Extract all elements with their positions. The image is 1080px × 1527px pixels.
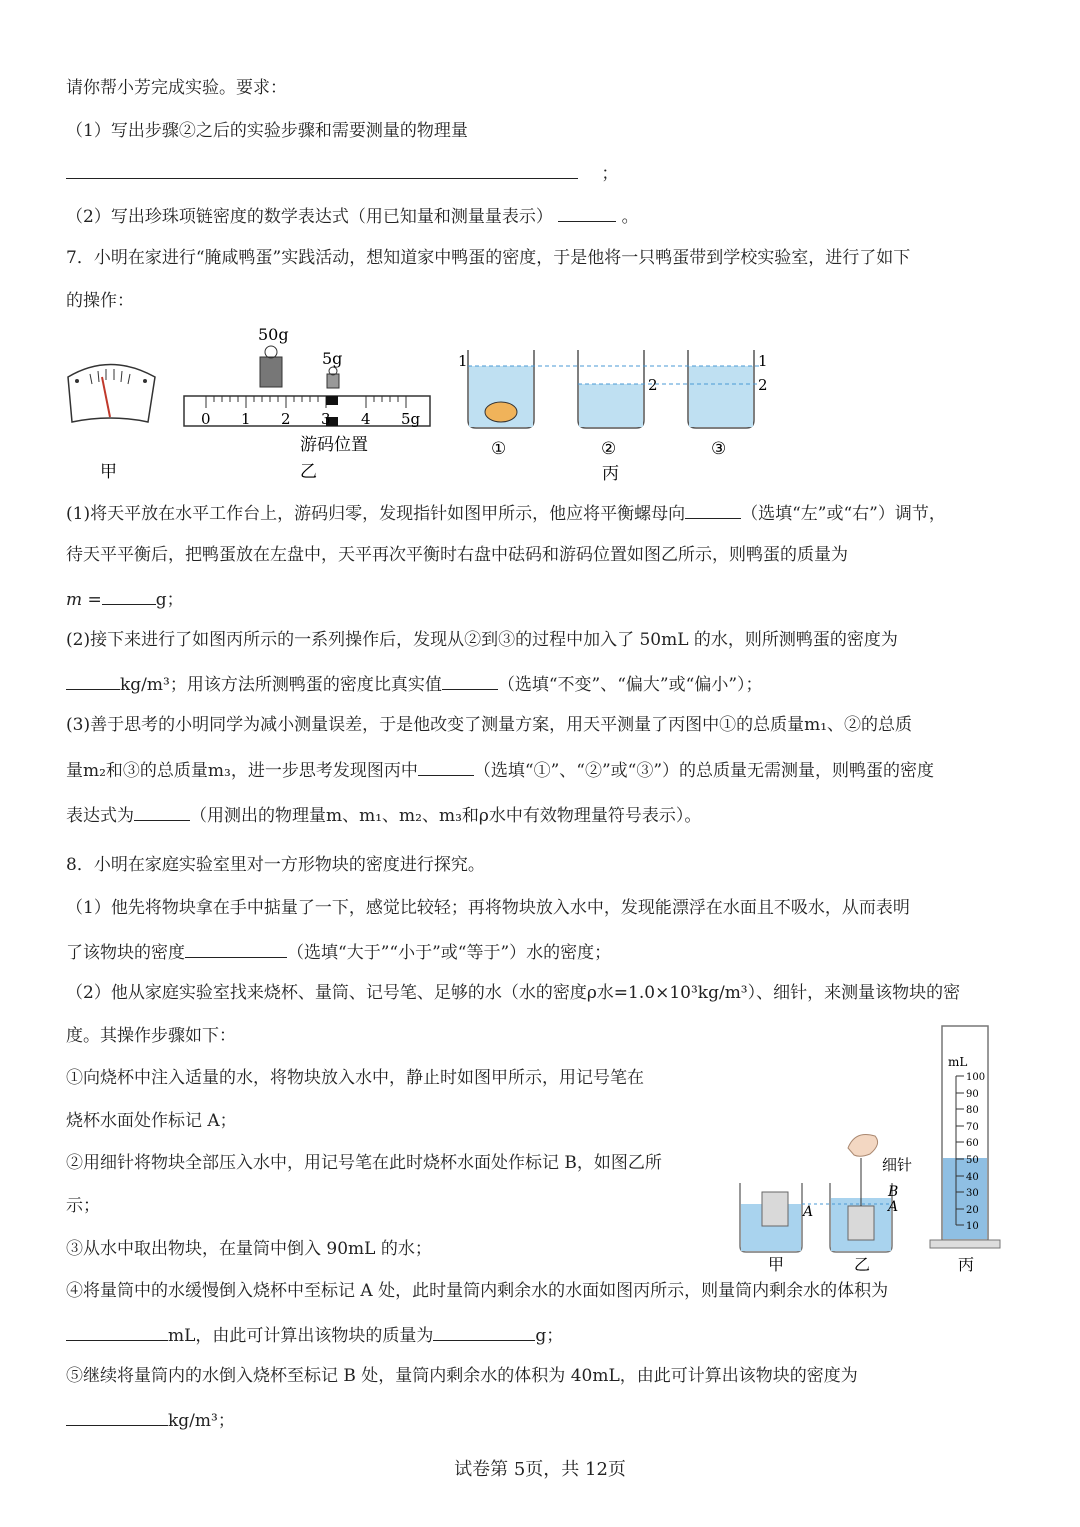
text-line xyxy=(66,1151,662,1175)
scale-label: 90 xyxy=(966,1089,979,1100)
text: kg/m³；用该方法所测鸭蛋的密度比真实值 xyxy=(120,675,442,695)
answer-blank[interactable] xyxy=(442,671,498,690)
text: （2）写出珍珠项链密度的数学表达式（用已知量和测量量表示） xyxy=(66,207,553,227)
text: 了该物块的密度 xyxy=(66,943,185,963)
tick-label: 3 xyxy=(321,410,331,428)
text: ⑤继续将量筒内的水倒入烧杯至标记 B 处，量筒内剩余水的体积为 40mL，由此可计算出该物块的密度为 xyxy=(66,1366,858,1386)
text: 的操作： xyxy=(66,291,134,311)
label-jia: 甲 xyxy=(768,1255,785,1274)
answer-blank[interactable] xyxy=(685,500,741,519)
text: ④将量筒中的水缓慢倒入烧杯中至标记 A 处，此时量筒内剩余水的水面如图丙所示，则量筒内剩余水的体积为 xyxy=(66,1281,889,1301)
beaker-yi xyxy=(802,1135,892,1253)
scale-label: 20 xyxy=(966,1205,979,1216)
needle-label: 细针 xyxy=(882,1156,913,1174)
text-line xyxy=(66,802,701,828)
label-step-2: ② xyxy=(601,439,617,459)
text-line xyxy=(66,119,468,143)
text: ①向烧杯中注入适量的水，将物块放入水中，静止时如图甲所示，用记号笔在 xyxy=(66,1068,644,1088)
answer-blank[interactable] xyxy=(558,203,616,222)
text-line xyxy=(66,1322,563,1348)
mark-1: 1 xyxy=(458,352,468,370)
answer-line xyxy=(66,160,618,186)
mark-1: 1 xyxy=(758,352,768,370)
label-bing: 丙 xyxy=(958,1255,975,1274)
text: 7．小明在家进行“腌咸鸭蛋”实践活动，想知道家中鸭蛋的密度，于是他将一只鸭蛋带到学校实验室，进行了如下 xyxy=(66,248,911,268)
mark-A: A xyxy=(888,1199,899,1215)
label-yi: 乙 xyxy=(300,462,317,482)
figure-7 xyxy=(60,322,780,487)
label-yi: 乙 xyxy=(854,1255,871,1274)
text-line xyxy=(66,757,934,783)
text-line xyxy=(66,1194,100,1218)
text: （选填“大于”“小于”或“等于”）水的密度； xyxy=(287,943,612,963)
text: （1）写出步骤②之后的实验步骤和需要测量的物理量 xyxy=(66,121,468,141)
text-line xyxy=(66,1407,235,1433)
tick-label: 2 xyxy=(281,410,291,428)
text: （选填“不变”、“偏大”或“偏小”）； xyxy=(497,675,763,695)
mark-B: B xyxy=(888,1184,899,1200)
text: mL，由此可计算出该物块的质量为 xyxy=(168,1326,434,1346)
tick-label: 0 xyxy=(201,410,211,428)
scale-label: 60 xyxy=(966,1138,979,1149)
text: 示； xyxy=(66,1196,100,1216)
text-line xyxy=(66,76,287,100)
text-line xyxy=(66,981,960,1005)
tick-label: 4 xyxy=(361,410,371,428)
text: ②用细针将物块全部压入水中，用记号笔在此时烧杯水面处作标记 B，如图乙所 xyxy=(66,1153,662,1173)
page-footer: 试卷第 5页，共 12页 xyxy=(454,1459,626,1480)
text: 量m₂和③的总质量m₃，进一步思考发现图丙中 xyxy=(66,761,418,781)
mark-A: A xyxy=(803,1204,814,1220)
scale-label: 100 xyxy=(966,1072,986,1083)
text: (2)接下来进行了如图丙所示的一系列操作后，发现从②到③的过程中加入了 50mL 的水，则所测鸭蛋的密度为 xyxy=(66,630,898,650)
text-line xyxy=(66,1237,432,1261)
figure-8 xyxy=(730,1018,1020,1278)
text: （选填“左”或“右”）调节， xyxy=(741,504,946,524)
scale-label: 10 xyxy=(966,1221,979,1232)
text: （2）他从家庭实验室找来烧杯、量筒、记号笔、足够的水（水的密度ρ水=1.0×10³kg/m³）、细针，来测量该物块的密 xyxy=(66,983,961,1003)
text-line xyxy=(66,1024,236,1048)
scale-label: 40 xyxy=(966,1172,979,1183)
text-line xyxy=(66,1364,858,1388)
label-jia: 甲 xyxy=(100,462,117,482)
weight-label-5g: 5g xyxy=(322,349,343,368)
text: 度。其操作步骤如下： xyxy=(66,1026,236,1046)
text: ③从水中取出物块，在量筒中倒入 90mL 的水； xyxy=(66,1239,432,1259)
text-line xyxy=(66,628,898,652)
text-line xyxy=(66,1066,644,1090)
rider-position-label: 游码位置 xyxy=(300,435,368,455)
text: g； xyxy=(155,590,184,610)
label-bing: 丙 xyxy=(602,464,619,484)
answer-blank[interactable] xyxy=(433,1322,535,1341)
question-8 xyxy=(66,853,485,877)
text: （选填“①”、“②”或“③”）的总质量无需测量，则鸭蛋的密度 xyxy=(473,761,935,781)
weights-and-rider-diagram xyxy=(184,346,430,426)
label-step-1: ① xyxy=(491,439,507,459)
text: 表达式为 xyxy=(66,806,134,826)
answer-blank[interactable] xyxy=(185,939,287,958)
text: kg/m³； xyxy=(168,1411,235,1431)
text: (3)善于思考的小明同学为减小测量误差，于是他改变了测量方案，用天平测量了丙图中①的总质量m₁、②的总质 xyxy=(66,715,913,735)
answer-blank[interactable] xyxy=(66,1407,168,1426)
weight-label-50g: 50g xyxy=(258,325,289,344)
mark-2: 2 xyxy=(648,376,658,394)
answer-blank[interactable] xyxy=(418,757,474,776)
answer-blank[interactable] xyxy=(134,802,190,821)
text-line xyxy=(66,713,912,737)
text-line xyxy=(66,671,763,697)
answer-blank[interactable] xyxy=(66,671,120,690)
text: （用测出的物理量m、m₁、m₂、m₃和ρ水中有效物理量符号表示）。 xyxy=(190,806,702,826)
beakers-diagram xyxy=(468,350,760,428)
text: ； xyxy=(601,164,619,184)
text: (1)将天平放在水平工作台上，游码归零，发现指针如图甲所示，他应将平衡螺母向 xyxy=(66,504,686,524)
text-line xyxy=(66,1279,888,1303)
scale-label: 30 xyxy=(966,1188,979,1199)
beaker-jia xyxy=(740,1183,802,1252)
answer-blank[interactable] xyxy=(102,586,156,605)
text-line xyxy=(66,543,848,567)
question-7 xyxy=(66,246,910,270)
text-line xyxy=(66,896,910,920)
text: （1）他先将物块拿在手中掂量了一下，感觉比较轻；再将物块放入水中，发现能漂浮在水面且不吸水，从而表明 xyxy=(66,898,910,918)
mark-2: 2 xyxy=(758,376,768,394)
text: 8．小明在家庭实验室里对一方形物块的密度进行探究。 xyxy=(66,855,485,875)
text: 待天平平衡后，把鸭蛋放在左盘中，天平再次平衡时右盘中砝码和游码位置如图乙所示，则鸭蛋的质量为 xyxy=(66,545,848,565)
scale-label: 50 xyxy=(966,1155,979,1166)
label-step-3: ③ xyxy=(711,439,727,459)
scale-label: 80 xyxy=(966,1105,979,1116)
tick-label: 5g xyxy=(401,410,421,428)
text-line xyxy=(66,939,611,965)
text: g； xyxy=(535,1326,564,1346)
text: 。 xyxy=(621,207,639,227)
text: 烧杯水面处作标记 A； xyxy=(66,1111,237,1131)
scale-label: 70 xyxy=(966,1122,979,1133)
text-line xyxy=(66,203,639,229)
text: 请你帮小芳完成实验。要求： xyxy=(66,78,287,98)
tick-label: 1 xyxy=(241,410,251,428)
text: m = xyxy=(66,590,102,610)
answer-blank[interactable] xyxy=(66,160,578,179)
balance-pointer-diagram xyxy=(68,365,155,423)
answer-blank[interactable] xyxy=(66,1322,168,1341)
text-line xyxy=(66,1109,237,1133)
text-line xyxy=(66,586,184,612)
text-line xyxy=(66,289,134,313)
text-line xyxy=(66,500,946,526)
unit-label: mL xyxy=(948,1055,968,1069)
